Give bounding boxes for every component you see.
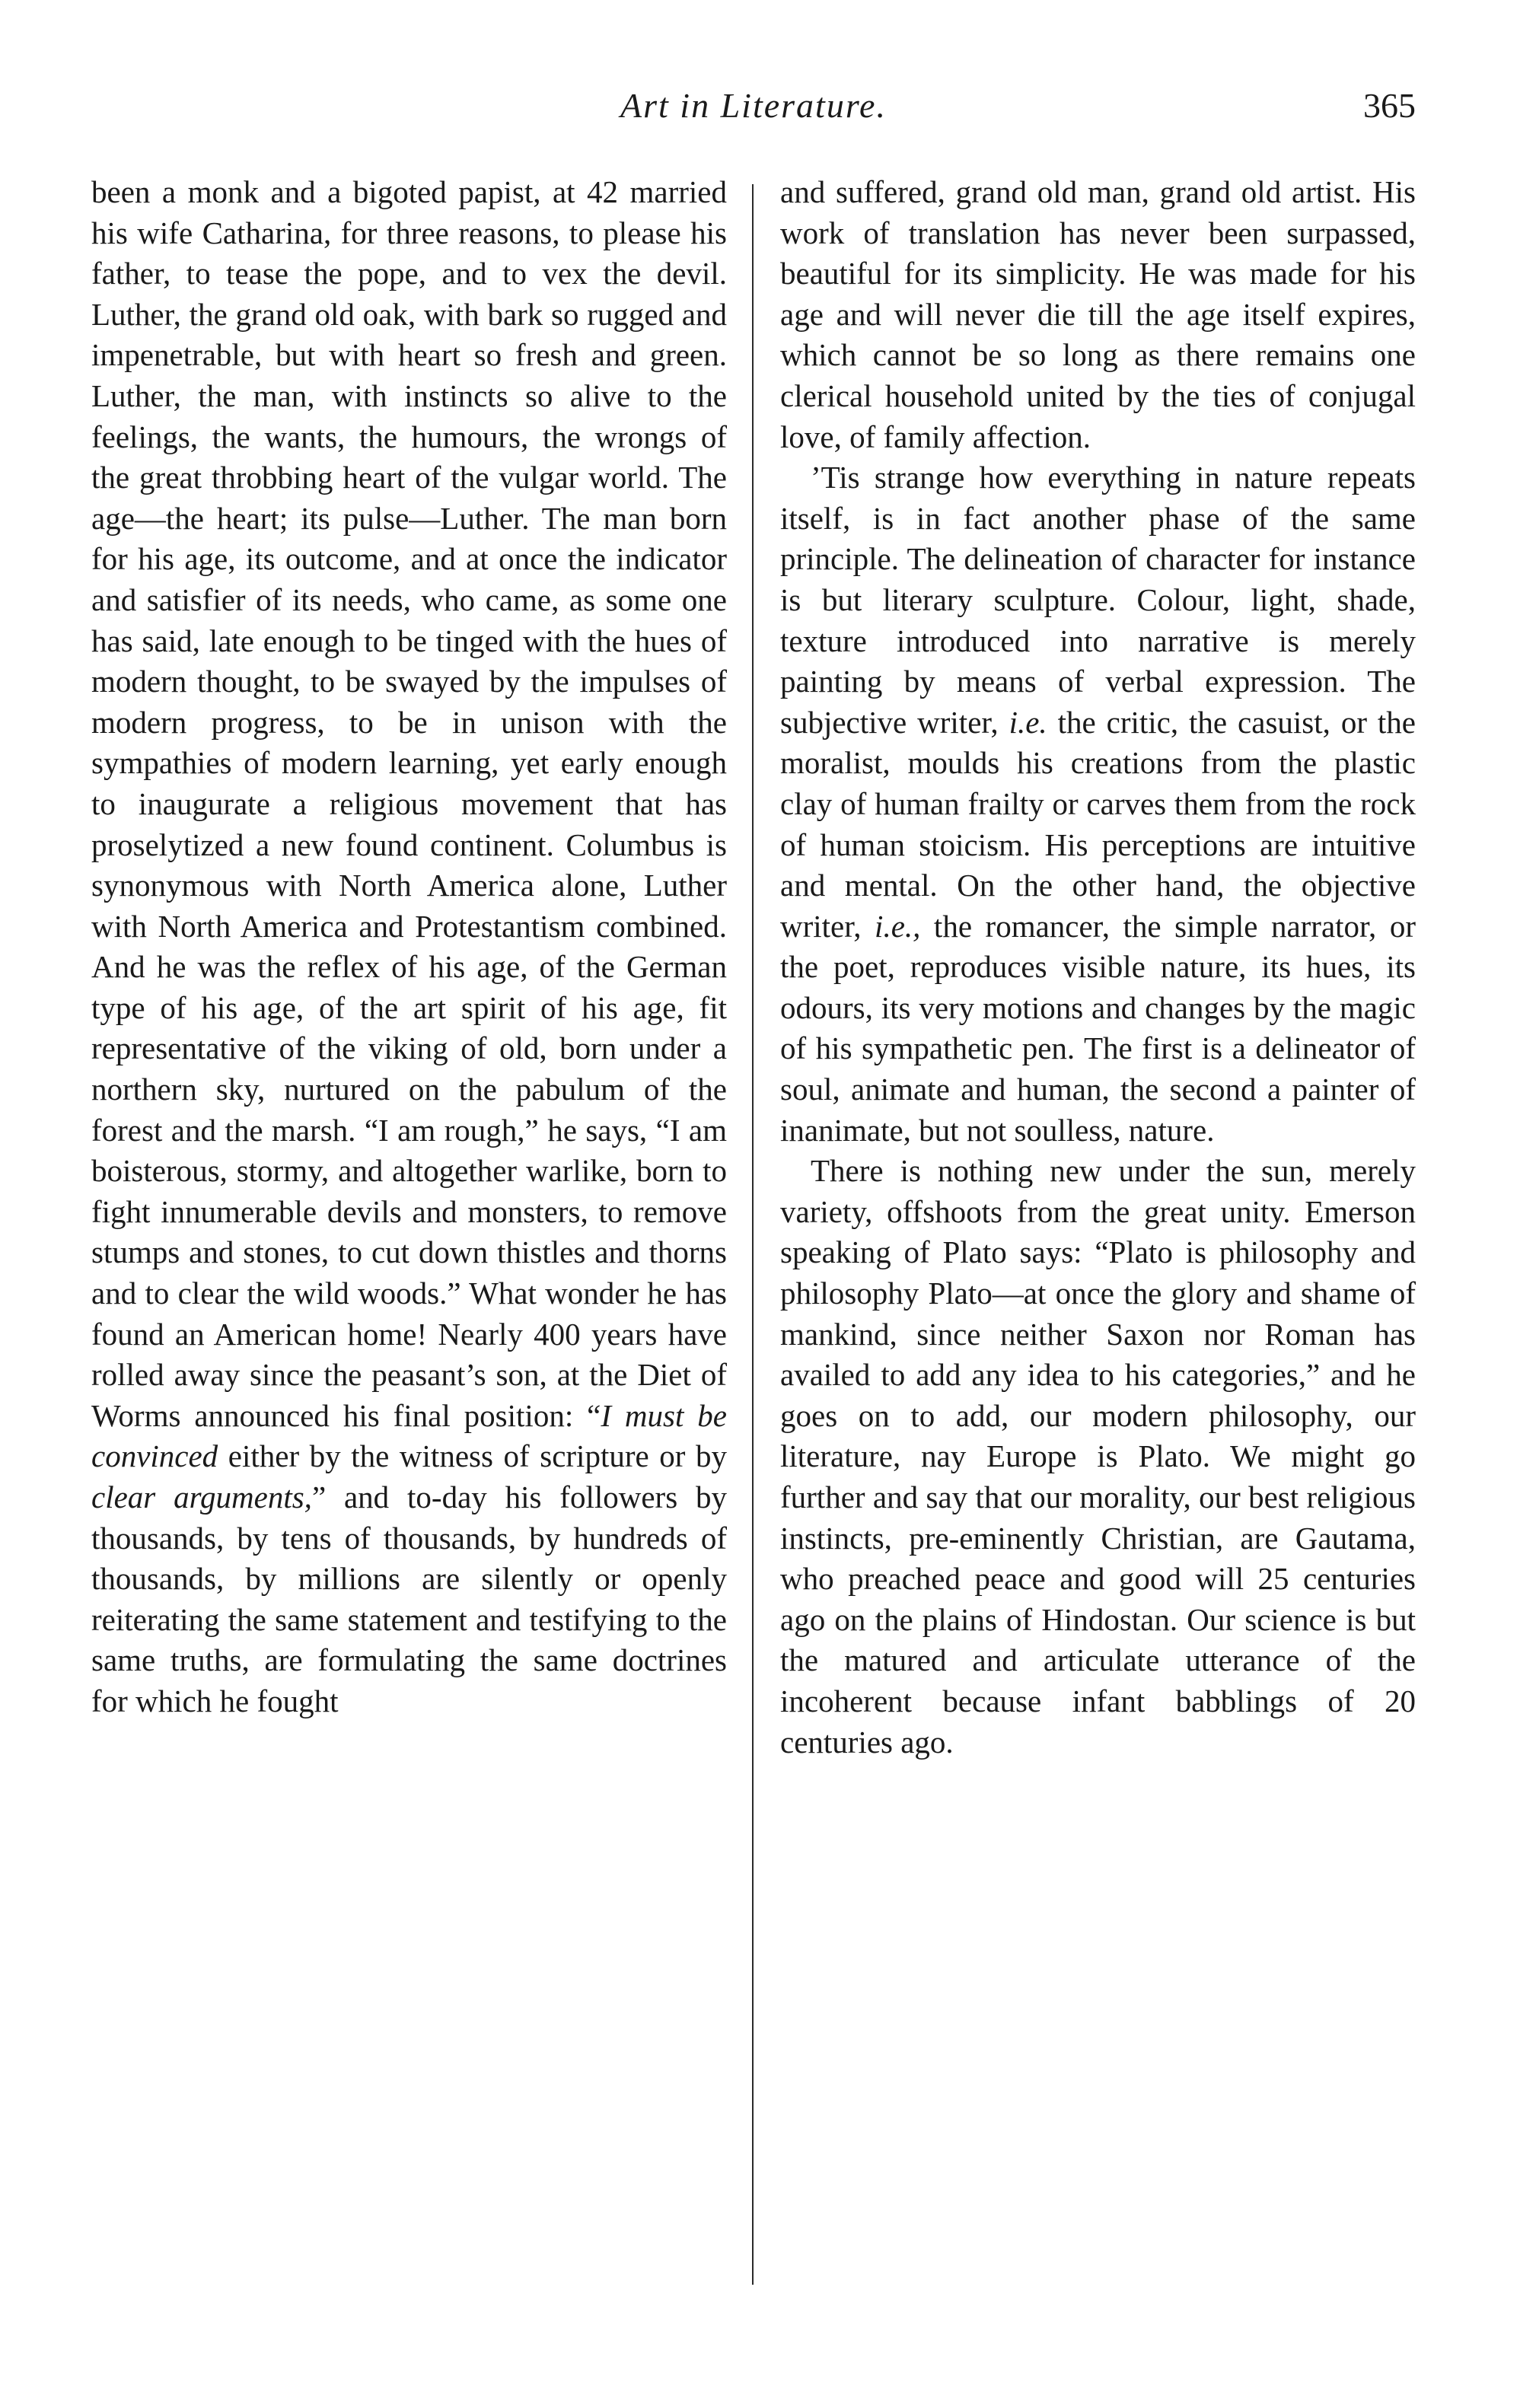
italic-phrase: I must be convinced xyxy=(91,1397,727,1474)
text-run: been a monk and a bigoted papist, at 42 married his wife Catharina, for three reasons, to please his father, to tease the pope, and to vex the devil. Luther, the grand old oak, with bark so rugged and impenetrable, but with heart so fresh and green. Luther, the man, with instincts so alive to the feelings, the wants, the humours, the wrongs of the great throbbing heart of the vulgar world. The age—the heart; its pulse—Luther. The man born for his age, its outcome, and at once the indicator and satisfier of its needs, who came, as some one has said, late enough to be tinged with the hues of modern thought, to be swayed by the impulses of modern progress, to be in unison with the sympathies of modern learning, yet early enough to inaugurate a religious movement that has proselytized a new found continent. Columbus is synonymous with North America alone, Luther with North America and Protestantism combined. And he was the reflex of his age, of the German type of his age, of the art spirit of his age, fit representative of the viking of old, born under a northern sky, nurtured on the pabulum of the forest and the marsh. “I am rough,” he says, “I am boisterous, stormy, and altogether warlike, born to fight innumerable devils and monsters, to remove stumps and stones, to cut down thistles and thorns and to clear the wild woods.” What wonder he has found an American home! Nearly 400 years have rolled away since the peasant’s son, at the Diet of Worms announced his final position: “ xyxy=(91,174,727,1433)
paragraph xyxy=(780,457,1416,1151)
left-column xyxy=(91,172,727,2318)
text-columns xyxy=(91,172,1416,2318)
italic-phrase: clear arguments, xyxy=(91,1480,312,1515)
right-column xyxy=(780,172,1416,2318)
page-number: 365 xyxy=(1363,86,1416,125)
page-header xyxy=(91,85,1416,146)
running-title: Art in Literature. xyxy=(620,86,887,125)
italic-phrase: i.e., xyxy=(875,908,921,944)
text-run: the romancer, the simple narrator, or the poet, reproduces visible nature, its hues, its odours, its very motions and changes by the magic of his sympathetic pen. The first is a delineator of soul, animate and human, the second a painter of inanimate, but not soulless, nature. xyxy=(780,908,1416,1148)
paragraph xyxy=(91,172,727,1722)
column-divider xyxy=(752,184,754,2285)
text-run: ” and to-day his followers by thousands, by tens of thousands, by hundreds of thousands, by millions are silently or openly reiterating the same statement and testifying to the same truths, are formulating the same doctrines for which he fought xyxy=(91,1480,727,1718)
paragraph: and suffered, grand old man, grand old artist. His work of translation has never been surpassed, beautiful for its simplicity. He was made for his age and will never die till the age itself expires, which cannot be so long as there remains one clerical household united by the ties of conjugal love, of family affection. xyxy=(780,174,1416,454)
text-run: the critic, the casuist, or the moralist, moulds his creations from the plastic clay of human frailty or carves them from the rock of human stoicism. His perceptions are intuitive and mental. On the other hand, the objective writer, xyxy=(780,704,1416,944)
paragraph: There is nothing new under the sun, merely variety, offshoots from the great unity. Emerson speaking of Plato says: “Plato is philosophy and philosophy Plato—at once the glory and shame of mankind, since neither Saxon nor Roman has availed to add any idea to his categories,” and he goes on to add, our modern philosophy, our literature, nay Europe is Plato. We might go further and say that our morality, our best religious instincts, pre-eminently Christian, are Gautama, who preached peace and good will 25 centuries ago on the plains of Hindostan. Our science is but the matured and articulate utterance of the incoherent because infant babblings of 20 centuries ago. xyxy=(780,1153,1416,1760)
text-run: either by the witness of scripture or by xyxy=(218,1438,727,1474)
italic-phrase: i.e. xyxy=(1009,704,1047,740)
text-run: ’Tis strange how everything in nature repeats itself, is in fact another phase of the same principle. The delineation of character for instance is but literary sculpture. Colour, light, shade, texture introduced into narrative is merely painting by means of verbal expression. The subjective writer, xyxy=(780,460,1416,740)
